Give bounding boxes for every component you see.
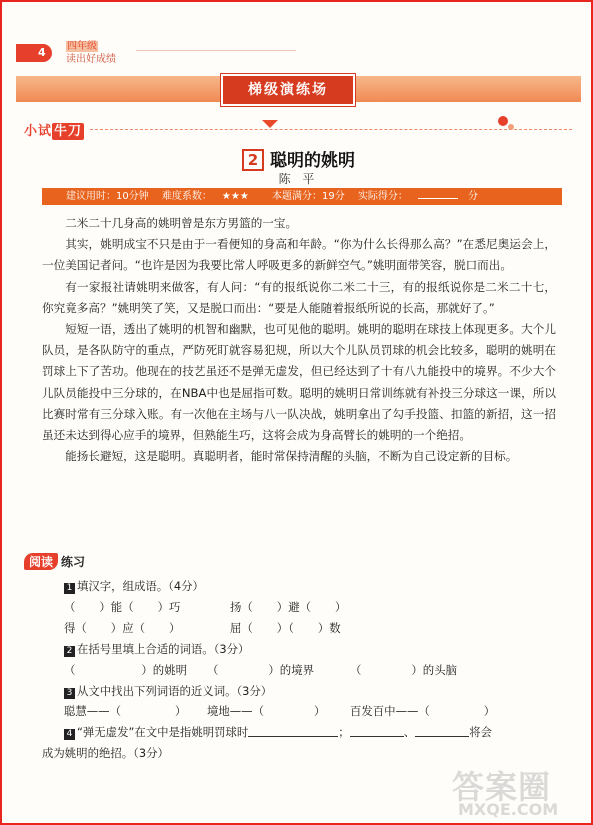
- divider: [90, 129, 572, 130]
- sub-section-label-big: 牛刀: [54, 124, 83, 139]
- sub-section-label-pre: 小试: [24, 124, 53, 139]
- answer-row: [207, 662, 314, 678]
- blank-text: （: [64, 663, 76, 677]
- answer-row: [350, 662, 457, 678]
- blank-text: ）的头脑: [411, 663, 457, 677]
- question-title: “弹无虚发”在文中是指姚明罚球时: [77, 725, 249, 739]
- reading-tag: 阅读: [24, 553, 58, 570]
- paragraph: 能扬长避短，这是聪明。真聪明者，能时常保持清醒的头脑，不断为自己设定新的目标。: [65, 449, 518, 464]
- star-icon: ★★★: [221, 191, 249, 202]
- blank-text: ）能（: [99, 600, 134, 614]
- actual-score-label: 实际得分：: [357, 191, 408, 202]
- question-title-tail: 将会: [469, 725, 492, 739]
- question-title: 在括号里填上合适的词语。（3分）: [77, 642, 250, 656]
- score-blank[interactable]: [418, 189, 458, 199]
- blank-text: 得（: [64, 621, 87, 635]
- answer-row: [64, 599, 180, 615]
- blank-text: （: [64, 600, 76, 614]
- actual-score: [358, 191, 488, 202]
- blank-text: ）: [174, 704, 187, 718]
- watermark-logo: [452, 762, 582, 822]
- blank-text: ）数: [317, 621, 341, 635]
- answer-row: [207, 703, 325, 719]
- answer-row: [64, 662, 187, 678]
- header-rule: [136, 50, 296, 51]
- series-title: 读出好成绩: [66, 54, 116, 65]
- blank-text: 扬（: [230, 600, 253, 614]
- blank-text: ）的境界: [268, 663, 314, 677]
- article-title-text: 聪明的姚明: [270, 151, 355, 171]
- answer-line[interactable]: [415, 726, 469, 737]
- blank-text: ）巧: [157, 600, 181, 614]
- grade-label: 四年级: [67, 41, 97, 52]
- blank-text: （: [350, 663, 362, 677]
- separator: ；: [338, 725, 350, 739]
- answer-row: [230, 620, 341, 636]
- paragraph: 其实，姚明成宝不只是由于一看便知的身高和年龄。“你为什么长得那么高？”在悉尼奥运会上，一位美国记者问。“也许是因为我要比常人呼吸更多的新鲜空气。”姚明面带笑容，脱口而出。: [42, 237, 556, 273]
- question-number: 4: [64, 729, 75, 740]
- blank-text: ）: [483, 704, 496, 718]
- question-number: 2: [64, 646, 75, 657]
- question-2: [64, 641, 249, 657]
- book-series: [66, 40, 116, 66]
- full-score: 本题满分：19分: [272, 191, 345, 202]
- blank-text: ）（: [276, 621, 294, 635]
- suggested-time: 建议用时：10分钟: [66, 191, 149, 202]
- answer-row: [64, 620, 180, 636]
- reading-label: 练习: [61, 555, 86, 569]
- blank-text: ）的姚明: [141, 663, 187, 677]
- sub-section-label: [24, 120, 84, 139]
- question-4: [64, 724, 492, 740]
- question-3: [64, 683, 272, 699]
- answer-line[interactable]: [248, 726, 338, 737]
- decor-dot-icon: [508, 124, 514, 130]
- decor-dot-icon: [498, 116, 508, 126]
- blank-text: ）: [313, 704, 326, 718]
- answer-row: [230, 599, 346, 615]
- paragraph: 有一家报社请姚明来做客，有人问：“有的报纸说你二米二十三，有的报纸说你是二米二十七，你究竟多高？”姚明笑了笑，又是脱口而出：“要是人能随着报纸所说的长高，那就好了。”: [42, 279, 556, 315]
- answer-row: [64, 703, 186, 719]
- blank-text: 聪慧——（: [64, 704, 121, 718]
- question-title: 从文中找出下列词语的近义词。（3分）: [77, 684, 273, 698]
- page-number: 4: [38, 46, 46, 59]
- separator: 、: [403, 725, 416, 739]
- article-body: [42, 213, 556, 467]
- question-1: [64, 578, 204, 594]
- difficulty-label: 难度系数：: [161, 191, 212, 202]
- question-4-line2: 成为姚明的绝招。（3分）: [42, 746, 169, 760]
- page-number-badge: [16, 44, 52, 62]
- blank-text: ）: [168, 621, 181, 635]
- blank-text: 百发百中——（: [350, 704, 430, 718]
- blank-text: ）应（: [110, 621, 145, 635]
- difficulty: [162, 191, 259, 202]
- info-bar: [42, 188, 562, 205]
- watermark-sub: MXQE.COM: [458, 800, 559, 819]
- question-number: 1: [64, 583, 75, 594]
- section-title: 梯级演练场: [221, 74, 355, 106]
- watermark-main: 答案圈: [452, 768, 552, 806]
- answer-line[interactable]: [350, 726, 404, 737]
- blank-text: 屈（: [230, 621, 253, 635]
- article-title: [2, 146, 593, 171]
- section-banner: [16, 76, 581, 102]
- answer-row: [350, 703, 495, 719]
- blank-text: ）: [334, 600, 347, 614]
- blank-text: （: [207, 663, 219, 677]
- chevron-down-icon: [262, 120, 278, 128]
- article-number: 2: [242, 149, 264, 171]
- article-author: 陈 平: [278, 172, 319, 186]
- reading-practice-heading: [24, 553, 85, 570]
- blank-text: 境地——（: [207, 704, 264, 718]
- paragraph: 短短一语，透出了姚明的机智和幽默，也可见他的聪明。姚明的聪明在球技上体现更多。大个儿队员，是各队防守的重点，严防死盯就容易犯规，所以大个儿队员罚球的机会比较多，聪明的姚明在罚球上下了苦功。他现在的技艺虽还不是弹无虚发，但已经达到了十有八九能投中的境界。不少大个儿队员能投中三分球的，在NBA中也是屈指可数。聪明的姚明日常训练就有补投三分球这一课，所以比赛时常有三分球入账。有一次他在主场与八一队决战，姚明拿出了勾手投篮、扣篮的新招，这一招虽还未达到得心应手的境界，但熟能生巧，这将会成为身高臂长的姚明的一个绝招。: [42, 322, 556, 443]
- question-title: 填汉字，组成语。（4分）: [77, 579, 204, 593]
- blank-text: ）避（: [276, 600, 311, 614]
- actual-score-unit: 分: [467, 191, 478, 202]
- question-number: 3: [64, 688, 75, 699]
- paragraph: 二米二十几身高的姚明曾是东方男篮的一宝。: [65, 216, 298, 230]
- page-header: [16, 36, 276, 66]
